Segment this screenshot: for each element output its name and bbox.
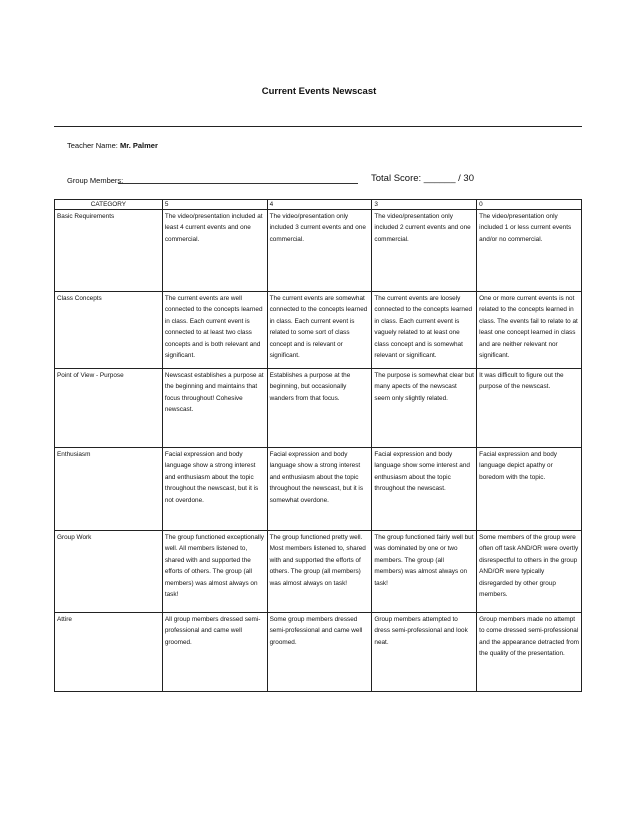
- row-category: Basic Requirements: [55, 210, 163, 292]
- row-cell: Some members of the group were often off task AND/OR were overtly disrespectful to others in the group AND/OR were typically disregarded by other group members.: [477, 531, 582, 613]
- row-cell: Facial expression and body language show a strong interest and enthusiasm about the topic throughout the newscast, but it is somewhat overdone.: [267, 448, 372, 531]
- row-cell: Facial expression and body language show some interest and enthusiasm about the topic throughout the newscast.: [372, 448, 477, 531]
- row-cell: Facial expression and body language show a strong interest and enthusiasm about the topic throughout the newscast, but it is not overdone.: [162, 448, 267, 531]
- total-score: Total Score: ______ / 30: [371, 173, 474, 184]
- rubric-row: [55, 292, 582, 369]
- row-cell: The current events are loosely connected to the concepts learned in class. Each current event is vaguely related to at least one class concept and is somewhat relevant or significant.: [372, 292, 477, 369]
- header-score-4: 4: [267, 200, 372, 210]
- header-category: CATEGORY: [55, 200, 163, 210]
- document-title: Current Events Newscast: [261, 86, 377, 97]
- row-cell: The video/presentation only included 3 current events and one commercial.: [267, 210, 372, 292]
- row-cell: It was difficult to figure out the purpose of the newscast.: [477, 369, 582, 448]
- rubric-header-row: [55, 200, 582, 210]
- rubric-table: [54, 199, 582, 692]
- row-category: Class Concepts: [55, 292, 163, 369]
- header-score-5: 5: [162, 200, 267, 210]
- teacher-line: [67, 141, 158, 150]
- header-score-3: 3: [372, 200, 477, 210]
- row-cell: The group functioned pretty well. Most members listened to, shared with and supported the efforts of others. The group (all members) was almost always on task!: [267, 531, 372, 613]
- row-cell: Establishes a purpose at the beginning, but occasionally wanders from that focus.: [267, 369, 372, 448]
- teacher-label: Teacher Name:: [67, 141, 118, 150]
- row-category: Attire: [55, 613, 163, 692]
- row-category: Group Work: [55, 531, 163, 613]
- row-cell: One or more current events is not related to the concepts learned in class. The events fail to relate to at least one concept learned in class and are neither relevant nor significant.: [477, 292, 582, 369]
- row-cell: The current events are somewhat connected to the concepts learned in class. Each current event is related to some sort of class concept and is relevant or significant.: [267, 292, 372, 369]
- row-cell: The current events are well connected to the concepts learned in class. Each current event is connected to at least two class concepts and is both relevant and significant.: [162, 292, 267, 369]
- row-cell: Group members attempted to dress semi-professional and look neat.: [372, 613, 477, 692]
- header-score-0: 0: [477, 200, 582, 210]
- rubric-row: [55, 613, 582, 692]
- row-cell: The group functioned fairly well but was dominated by one or two members. The group (all members) was almost always on task!: [372, 531, 477, 613]
- row-cell: The video/presentation only included 2 current events and one commercial.: [372, 210, 477, 292]
- row-cell: All group members dressed semi-professional and came well groomed.: [162, 613, 267, 692]
- group-members-label: Group Members:: [67, 176, 124, 185]
- row-cell: The video/presentation only included 1 or less current events and/or no commercial.: [477, 210, 582, 292]
- row-cell: Group members made no attempt to come dressed semi-professional and the appearance detracted from the quality of the presentation.: [477, 613, 582, 692]
- row-cell: Facial expression and body language depict apathy or boredom with the topic.: [477, 448, 582, 531]
- row-category: Enthusiasm: [55, 448, 163, 531]
- rubric-row: [55, 448, 582, 531]
- title-divider: [54, 126, 582, 127]
- rubric-row: [55, 210, 582, 292]
- rubric-row: [55, 531, 582, 613]
- group-members-blank[interactable]: [118, 183, 358, 184]
- teacher-name: Mr. Palmer: [119, 141, 158, 150]
- row-category: Point of View - Purpose: [55, 369, 163, 448]
- row-cell: Some group members dressed semi-professional and came well groomed.: [267, 613, 372, 692]
- row-cell: The purpose is somewhat clear but many apects of the newscast seem only slightly related.: [372, 369, 477, 448]
- row-cell: The group functioned exceptionally well. All members listened to, shared with and supported the efforts of others. The group (all members) was almost always on task!: [162, 531, 267, 613]
- rubric-row: [55, 369, 582, 448]
- row-cell: Newscast establishes a purpose at the beginning and maintains that focus throughout! Cohesive newscast.: [162, 369, 267, 448]
- row-cell: The video/presentation included at least 4 current events and one commercial.: [162, 210, 267, 292]
